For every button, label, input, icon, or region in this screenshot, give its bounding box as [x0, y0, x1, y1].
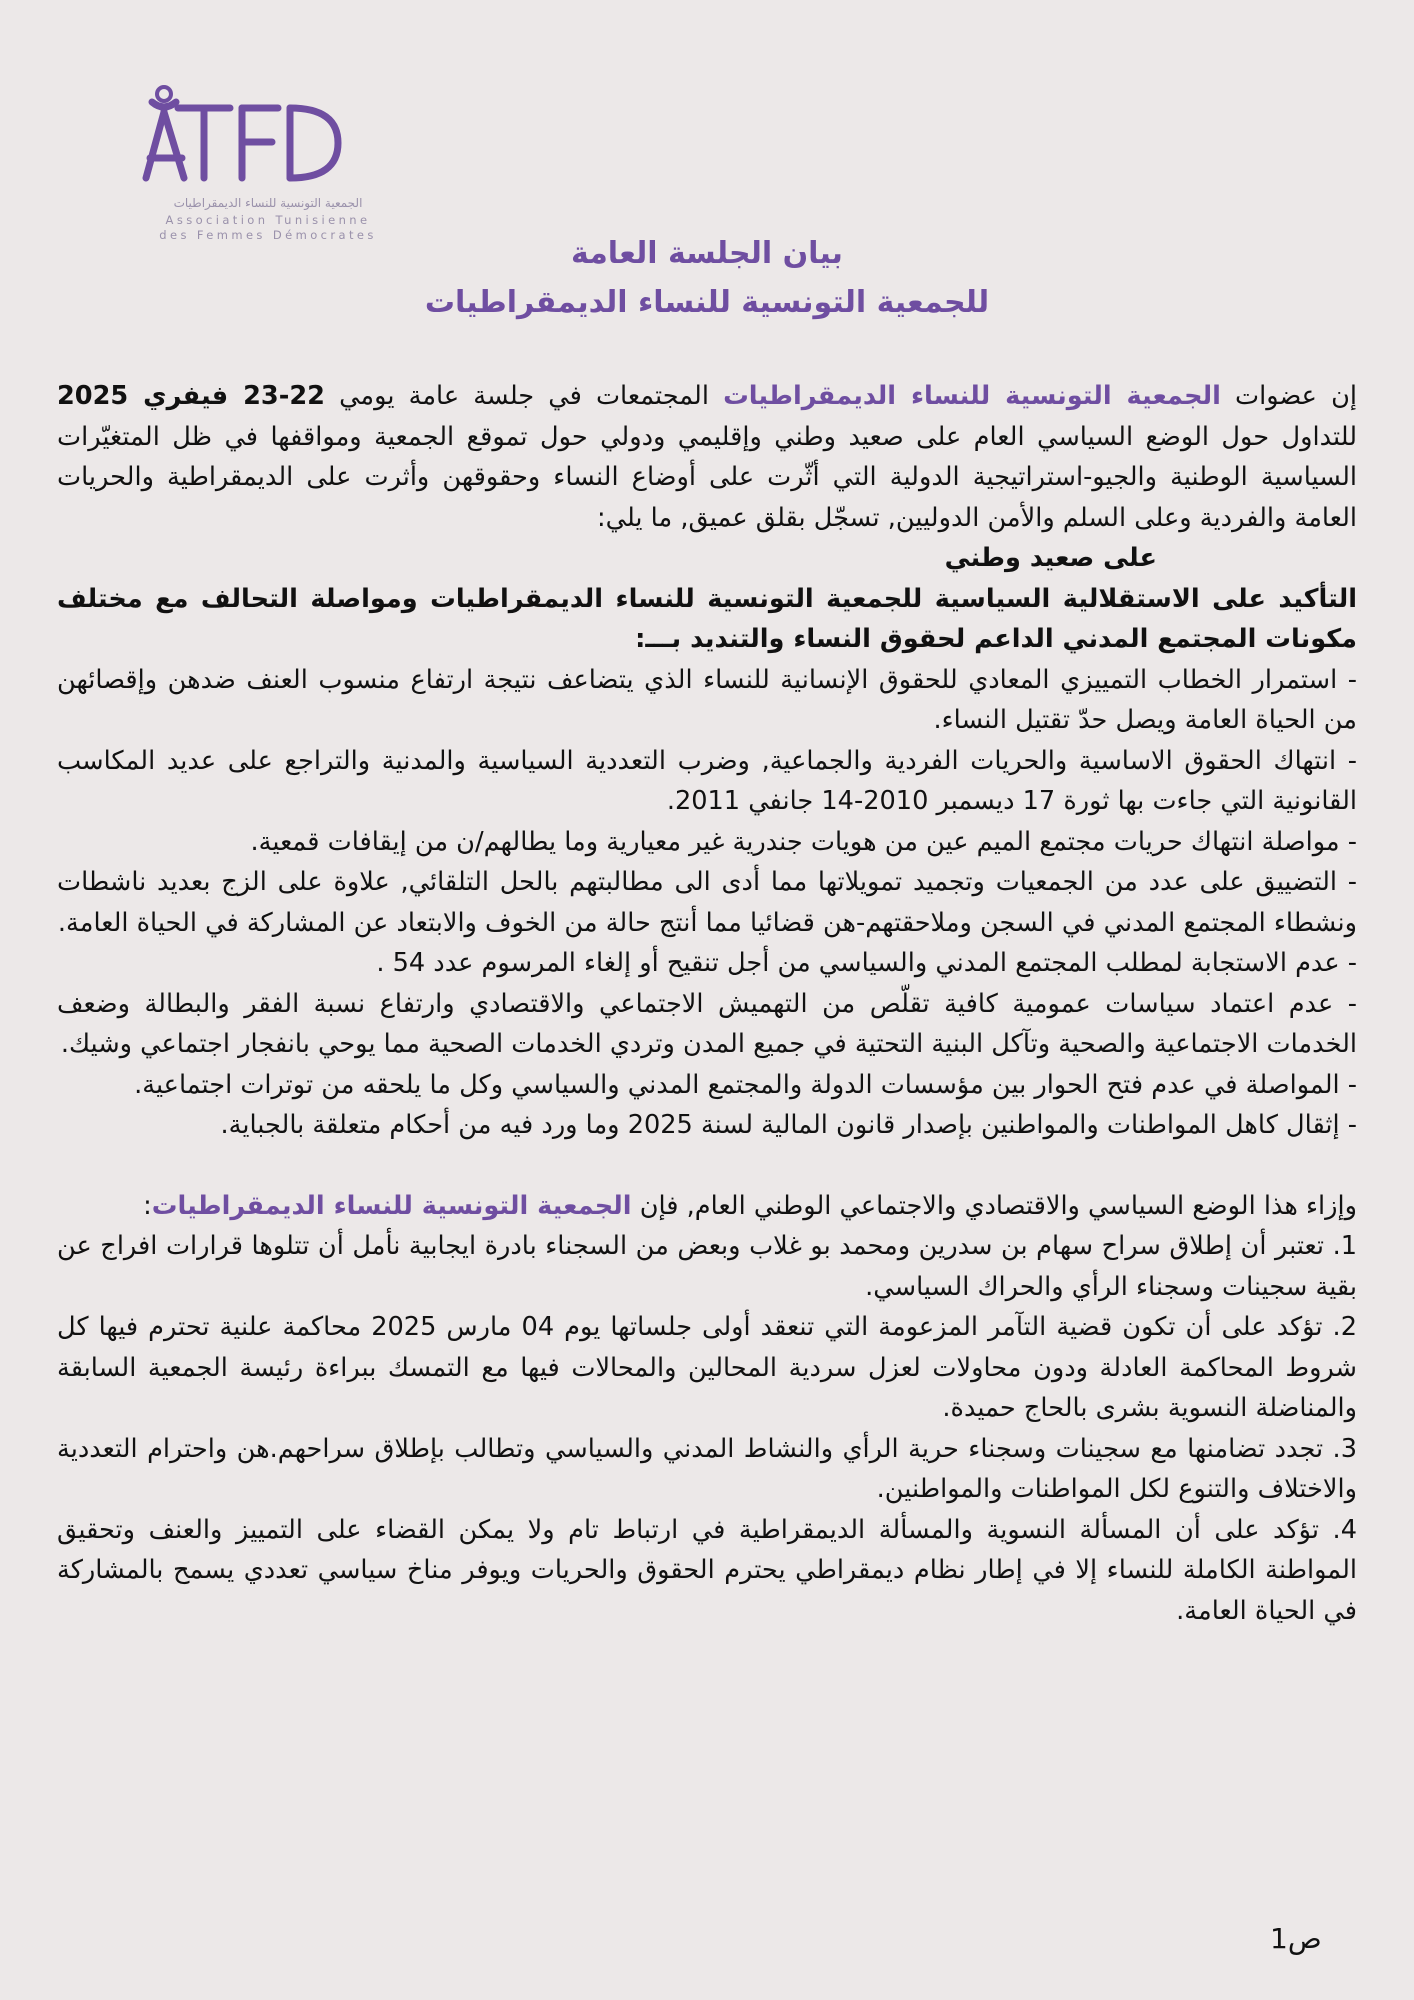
numbered-point: 1. تعتبر أن إطلاق سراح سهام بن سدرين ومحمد بو غلاب وبعض من السجناء بادرة ايجابية نأمل أن تتلوها قرارات افراج عن بقية سجينات وسجناء الرأي والحراك السياسي.: [57, 1231, 1357, 1302]
intro-text-3: للتداول حول الوضع السياسي العام على صعيد وطني وإقليمي ودولي حول تموقع الجمعية ومواقفها في ظل المتغيّرات السياسية الوطنية والجيو-استراتيجية الدولية التي أثّرت على أوضاع النساء وحقوقهن وأثرت على الديمقراطية والحريات العامة والفردية وعلى السلم والأمن الدوليين, تسجّل بقلق عميق, ما يلي:: [57, 421, 1357, 533]
concern-item: - استمرار الخطاب التمييزي المعادي للحقوق الإنسانية للنساء الذي يتضاعف نتيجة ارتفاع منسوب العنف ضدهن وإقصائهن من الحياة العامة ويصل حدّ تقتيل النساء.: [57, 664, 1357, 735]
concern-item: - مواصلة انتهاك حريات مجتمع الميم عين من هويات جندرية غير معيارية وما يطالهم/ن من إيقافات قمعية.: [250, 826, 1357, 857]
association-logo: [138, 78, 408, 248]
page-number: ص1: [1270, 1922, 1322, 1955]
org-name: الجمعية التونسية للنساء الديمقراطيات: [151, 1190, 632, 1221]
concern-item: - إثقال كاهل المواطنات والمواطنين بإصدار قانون المالية لسنة 2025 وما ورد فيه من أحكام متعلقة بالجباية.: [220, 1110, 1357, 1140]
national-heading: على صعيد وطني: [944, 543, 1157, 573]
concern-item: - المواصلة في عدم فتح الحوار بين مؤسسات الدولة والمجتمع المدني والسياسي وكل ما يلحقه من توترات اجتماعية.: [134, 1069, 1357, 1100]
numbered-point: 3. تجدد تضامنها مع سجينات وسجناء حرية الرأي والنشاط المدني والسياسي وتطالب بإطلاق سراحهم.هن واحترام التعددية والاختلاف والتنوع لكل المواطنات والمواطنين.: [57, 1433, 1357, 1504]
section-spacer: [57, 1146, 1357, 1186]
concern-item: - عدم اعتماد سياسات عمومية كافية تقلّص من التهميش الاجتماعي والاقتصادي وارتفاع نسبة الفقر والبطالة وضعف الخدمات الاجتماعية والصحية وتآكل البنية التحتية في جميع المدن وتردي الخدمات الصحية مما يوحي بانفجار اجتماعي وشيك.: [57, 988, 1357, 1059]
intro-text-1: إن عضوات: [1220, 381, 1358, 411]
concern-item: - انتهاك الحقوق الاساسية والحريات الفردية والجماعية, وضرب التعددية السياسية والمدنية والتراجع على عديد المكاسب القانونية التي جاءت بها ثورة 17 ديسمبر 2010-14 جانفي 2011.: [57, 745, 1357, 816]
numbered-point: 4. تؤكد على أن المسألة النسوية والمسألة الديمقراطية في ارتباط تام ولا يمكن القضاء على التمييز والعنف وتحقيق المواطنة الكاملة للنساء إلا في إطار نظام ديمقراطي يحترم الحقوق والحريات ويوفر مناخ سياسي تعددي يسمح بالمشاركة في الحياة العامة.: [57, 1514, 1357, 1626]
logo-french-line-2: des Femmes Démocrates: [159, 228, 377, 242]
atfd-logo-mark: [138, 78, 398, 198]
concern-item: - التضييق على عدد من الجمعيات وتجميد تمويلاتها مما أدى الى مطالبتهم بالحل التلقائي, علاوة على الزج بعديد ناشطات ونشطاء المجتمع المدني في السجن وملاحقتهم-هن قضائيا مما أنتج حالة من الخوف والابتعاد عن المشاركة في الحياة العامة.: [57, 867, 1357, 938]
meeting-date: 22-23 فيفري 2025: [57, 381, 325, 411]
intro-text-2: المجتمعات في جلسة عامة يومي: [324, 381, 724, 411]
logo-french-line-1: Association Tunisienne: [165, 213, 371, 227]
document-subtitle: للجمعية التونسية للنساء الديمقراطيات: [424, 285, 990, 320]
position-text-2: :: [143, 1190, 152, 1221]
org-name: الجمعية التونسية للنساء الديمقراطيات: [723, 381, 1221, 411]
logo-arabic-name: الجمعية التونسية للنساء الديمقراطيات: [173, 196, 363, 210]
intro-paragraph: [57, 376, 1357, 538]
document-title: بيان الجلسة العامة: [571, 236, 843, 271]
statement-body: [57, 376, 1357, 1631]
position-paragraph: [57, 1186, 1357, 1227]
affirmation-paragraph: التأكيد على الاستقلالية السياسية للجمعية التونسية للنساء الديمقراطيات ومواصلة التحالف مع مختلف مكونات المجتمع المدني الداعم لحقوق النساء والتنديد بـــ:: [57, 583, 1357, 654]
concern-item: - عدم الاستجابة لمطلب المجتمع المدني والسياسي من أجل تنقيح أو إلغاء المرسوم عدد 54 .: [376, 948, 1357, 978]
numbered-point: 2. تؤكد على أن تكون قضية التآمر المزعومة التي تنعقد أولى جلساتها يوم 04 مارس 2025 محاكمة علنية تحترم فيها كل شروط المحاكمة العادلة ودون محاولات لعزل سردية المحالين والمحالات فيها مع التمسك ببراءة رئيسة الجمعية السابقة والمناضلة النسوية بشرى بالحاج حميدة.: [57, 1312, 1357, 1423]
position-text-1: وإزاء هذا الوضع السياسي والاقتصادي والاجتماعي الوطني العام, فإن: [631, 1190, 1357, 1221]
